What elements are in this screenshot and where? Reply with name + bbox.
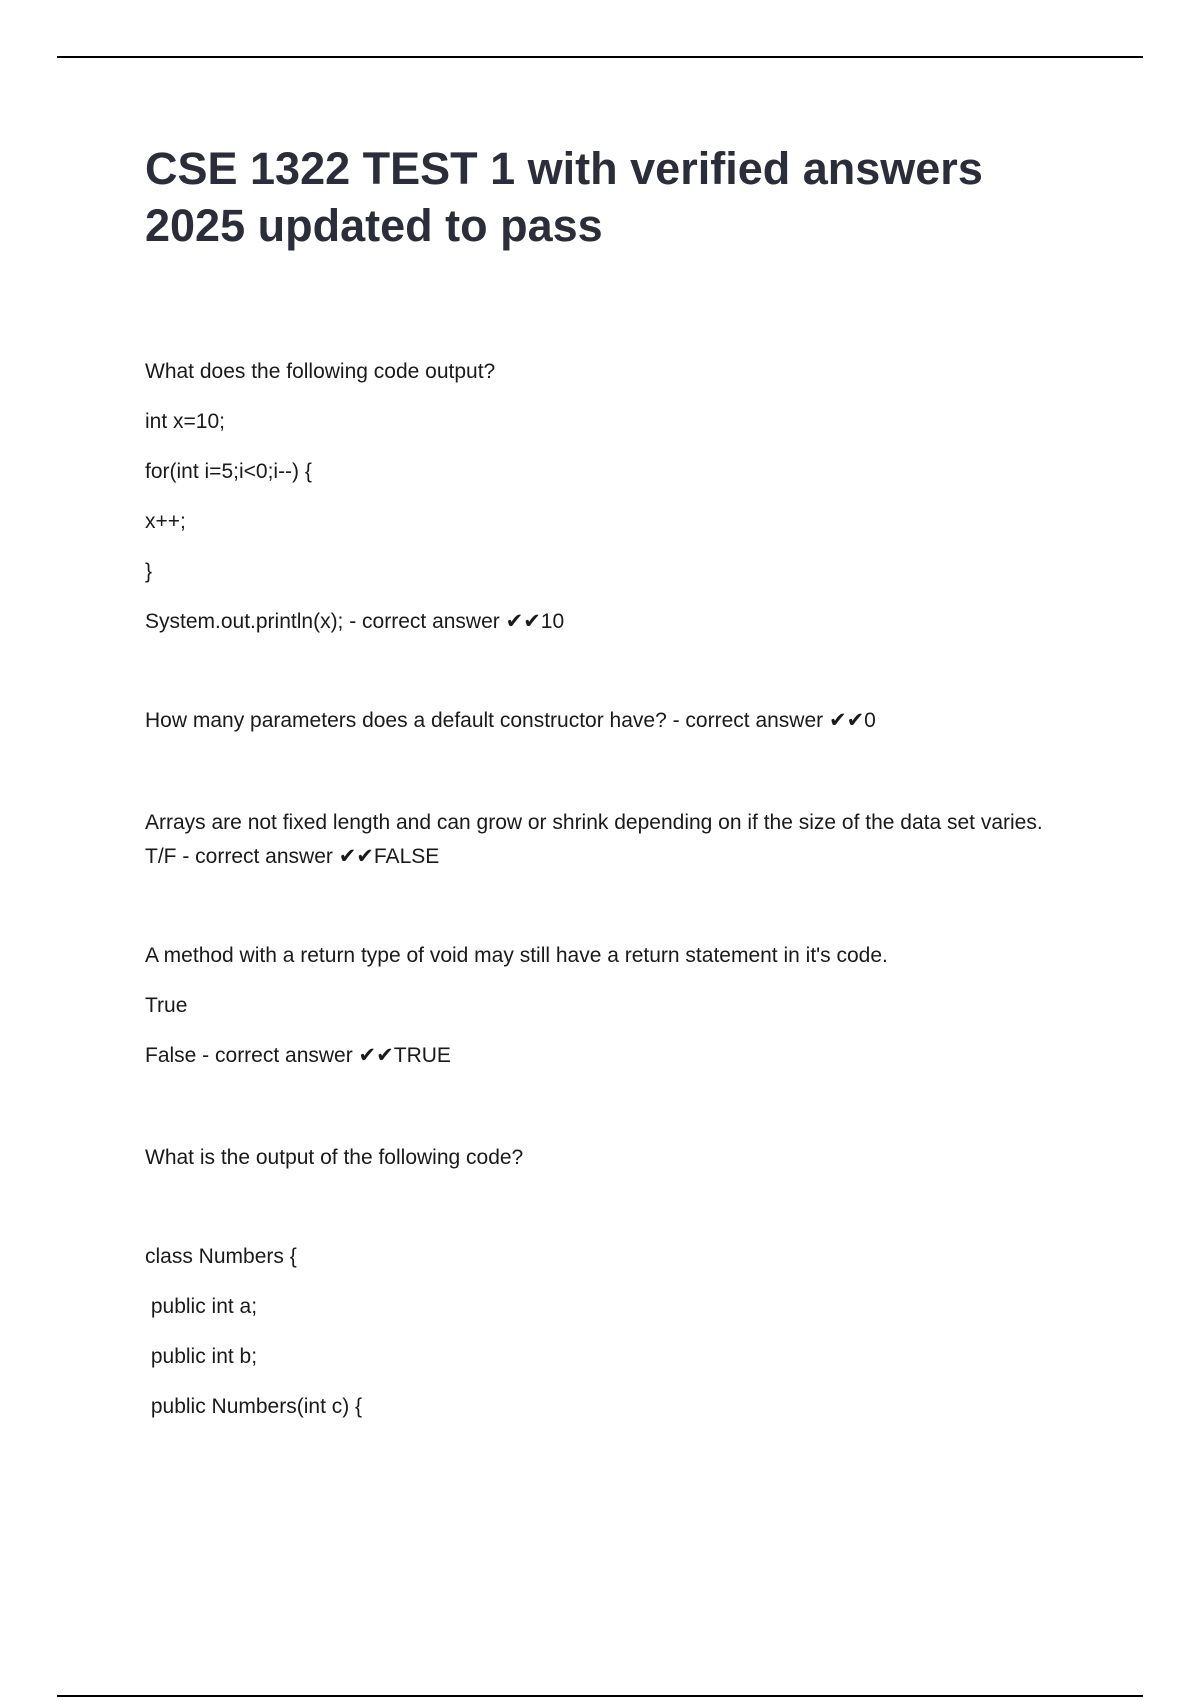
code-line: public int b; (145, 1345, 258, 1368)
question-text: What is the output of the following code? (145, 1146, 524, 1169)
code-line: public Numbers(int c) { (145, 1395, 363, 1418)
document-title: CSE 1322 TEST 1 with verified answers 2025 updated to pass (145, 143, 983, 251)
top-rule (57, 56, 1143, 58)
question-text: What does the following code output? (145, 360, 496, 383)
question-answer-paragraph: Arrays are not fixed length and can grow or shrink depending on if the size of the data set varies. T/F - correct answer ✔✔FALSE (145, 811, 1043, 868)
question-block-5 (145, 1144, 1065, 1194)
question-block-3 (145, 806, 1065, 874)
code-line: for(int i=5;i<0;i--) { (145, 460, 312, 483)
answer-line: System.out.println(x); - correct answer ✔✔10 (145, 610, 565, 633)
option-line: True (145, 994, 188, 1017)
question-block-1 (145, 358, 1065, 658)
code-line: } (145, 560, 153, 583)
answer-line: False - correct answer ✔✔TRUE (145, 1044, 451, 1067)
code-line: int x=10; (145, 410, 225, 433)
question-block-2 (145, 707, 1065, 757)
code-block (145, 1243, 1065, 1443)
code-line: class Numbers { (145, 1245, 297, 1268)
document-header (145, 140, 1065, 254)
code-line: public int a; (145, 1295, 258, 1318)
bottom-rule (57, 1695, 1143, 1697)
code-line: x++; (145, 510, 186, 533)
question-text: A method with a return type of void may still have a return statement in it's code. (145, 944, 888, 967)
question-answer-line: How many parameters does a default constructor have? - correct answer ✔✔0 (145, 709, 876, 732)
question-block-4 (145, 942, 1065, 1092)
